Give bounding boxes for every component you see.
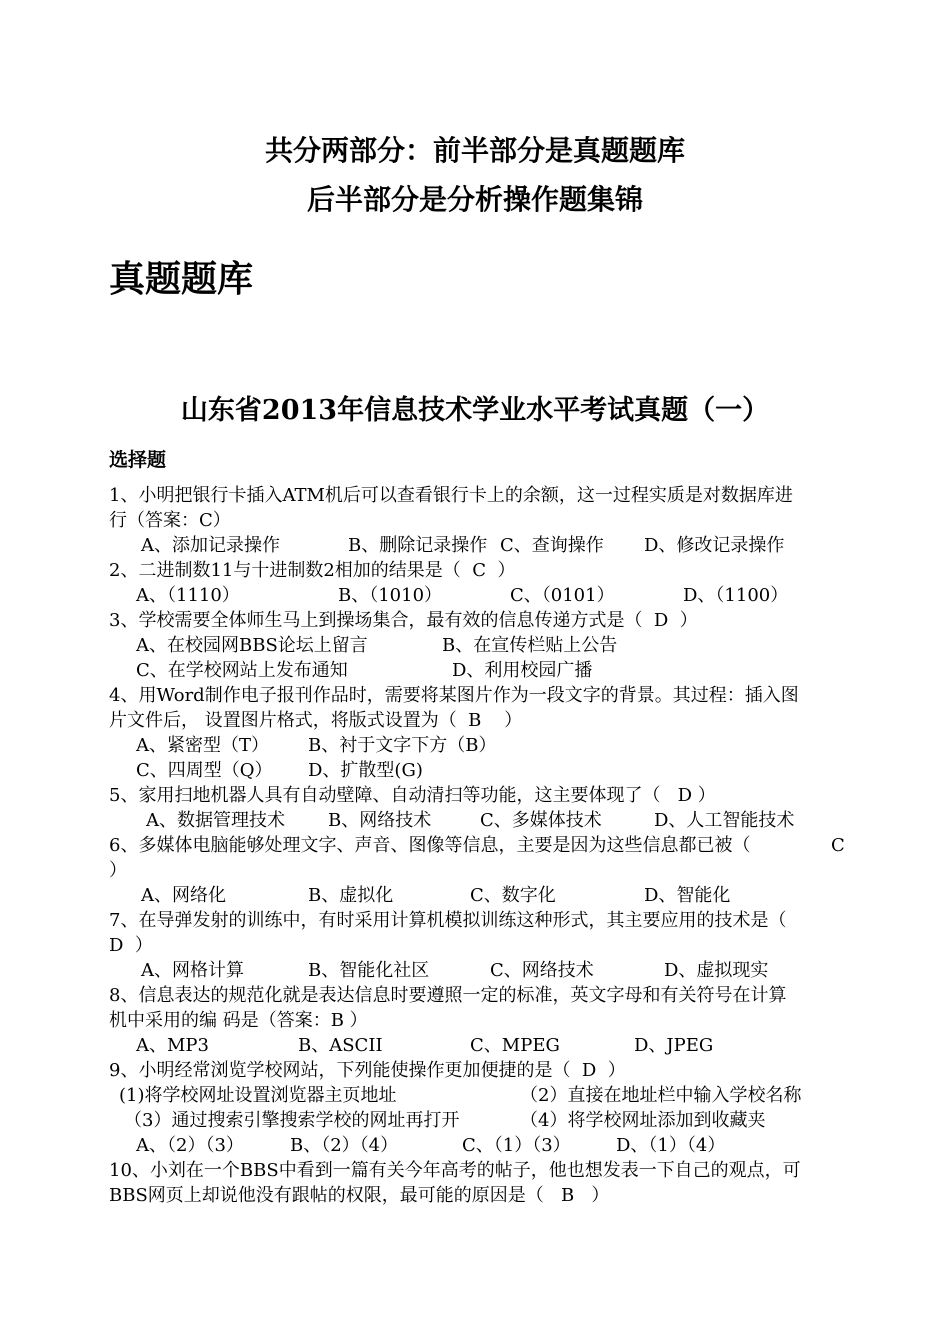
question-1-option-d: D、修改记录操作: [644, 535, 785, 556]
section-title: 真题题库: [109, 258, 254, 300]
question-9-line-1: 9、小明经常浏览学校网站，下列能使操作更加便捷的是（ D ）: [109, 1060, 626, 1081]
question-6-answer: C: [831, 835, 845, 856]
header-line-2: 后半部分是分析操作题集锦: [306, 183, 643, 216]
question-8-line-1: 8、信息表达的规范化就是表达信息时要遵照一定的标准，英文字母和有关符号在计算: [109, 985, 787, 1006]
question-7-option-b: B、智能化社区: [308, 960, 430, 981]
question-3-option-b: B、在宣传栏贴上公告: [442, 635, 618, 656]
question-7-line-1: 7、在导弹发射的训练中，有时采用计算机模拟训练这种形式，其主要应用的技术是（: [109, 910, 787, 931]
question-10-line-1: 10、小刘在一个BBS中看到一篇有关今年高考的帖子，他也想发表一下自己的观点，可: [109, 1160, 801, 1181]
question-9-option-b: B、（2）（4）: [290, 1135, 399, 1156]
question-6-option-d: D、智能化: [644, 885, 731, 906]
question-9-option-d: D、（1）（4）: [616, 1135, 726, 1156]
question-1-option-a: A、添加记录操作: [141, 535, 280, 556]
question-4-line-1: 4、用Word制作电子报刊作品时，需要将某图片作为一段文字的背景。其过程：插入图: [109, 685, 799, 706]
question-6-option-b: B、虚拟化: [308, 885, 394, 906]
question-8-option-a: A、MP3: [136, 1035, 209, 1056]
question-4-option-d: D、扩散型(G): [308, 760, 423, 781]
header-line-1: 共分两部分：前半部分是真题题库: [264, 134, 685, 167]
question-10-line-2: BBS网页上却说他没有跟帖的权限，最可能的原因是（ B ）: [109, 1185, 610, 1206]
question-1-option-c: C、查询操作: [500, 535, 604, 556]
question-4-option-a: A、紧密型（T）: [136, 735, 270, 756]
question-7-option-a: A、网格计算: [141, 960, 244, 981]
question-4-option-c: C、四周型（Q）: [136, 760, 273, 781]
question-5-option-d: D、人工智能技术: [654, 810, 795, 831]
question-4-line-2: 片文件后， 设置图片格式，将版式设置为（ B ）: [109, 710, 523, 731]
question-2-option-b: B、（1010）: [338, 585, 443, 606]
question-2-option-a: A、（1110）: [136, 585, 240, 606]
question-7-option-c: C、网络技术: [490, 960, 594, 981]
question-5-option-b: B、网络技术: [328, 810, 432, 831]
question-9-choice-4: （4）将学校网址添加到收藏夹: [520, 1110, 766, 1131]
question-8-line-2: 机中采用的编 码是（答案：B ）: [109, 1010, 368, 1031]
question-1-option-b: B、删除记录操作: [348, 535, 488, 556]
question-5-option-c: C、多媒体技术: [480, 810, 602, 831]
question-3-option-d: D、利用校园广播: [452, 660, 593, 681]
question-1-line-1: 1、小明把银行卡插入ATM机后可以查看银行卡上的余额，这一过程实质是对数据库进: [109, 485, 793, 506]
question-6-line-2: ）: [109, 860, 127, 881]
question-8-option-d: D、JPEG: [634, 1035, 714, 1056]
question-5-option-a: A、数据管理技术: [146, 810, 285, 831]
question-9-option-c: C、（1）（3）: [462, 1135, 571, 1156]
question-6-option-c: C、数字化: [470, 885, 556, 906]
question-9-choice-2: （2）直接在地址栏中输入学校名称: [520, 1085, 802, 1106]
question-8-option-c: C、MPEG: [470, 1035, 560, 1056]
question-7-option-d: D、虚拟现实: [664, 960, 769, 981]
question-2-option-c: C、（0101）: [510, 585, 615, 606]
question-6-line-1: 6、多媒体电脑能够处理文字、声音、图像等信息，主要是因为这些信息都已被（: [109, 835, 751, 856]
question-7-line-2: D ）: [109, 935, 153, 956]
question-9-choice-1: (1)将学校网址设置浏览器主页地址: [119, 1085, 397, 1106]
question-6-option-a: A、网络化: [141, 885, 226, 906]
question-8-option-b: B、ASCII: [298, 1035, 383, 1056]
question-1-line-2: 行（答案：C）: [109, 510, 231, 531]
question-3-option-c: C、在学校网站上发布通知: [136, 660, 348, 681]
question-5-line-1: 5、家用扫地机器人具有自动壁障、自动清扫等功能，这主要体现了（ D ）: [109, 785, 716, 806]
exam-title: 山东省2013年信息技术学业水平考试真题（一）: [180, 395, 770, 426]
question-4-option-b: B、衬于文字下方（B）: [308, 735, 497, 756]
question-3-line-1: 3、学校需要全体师生马上到操场集合，最有效的信息传递方式是（ D ）: [109, 610, 698, 631]
question-9-option-a: A、（2）（3）: [136, 1135, 244, 1156]
question-9-choice-3: （3）通过搜索引擎搜索学校的网址再打开: [124, 1110, 460, 1131]
choice-heading: 选择题: [109, 449, 167, 471]
question-3-option-a: A、在校园网BBS论坛上留言: [136, 635, 368, 656]
question-2-option-d: D、（1100）: [683, 585, 789, 606]
question-2-line-1: 2、二进制数11与十进制数2相加的结果是（ C ）: [109, 560, 516, 581]
